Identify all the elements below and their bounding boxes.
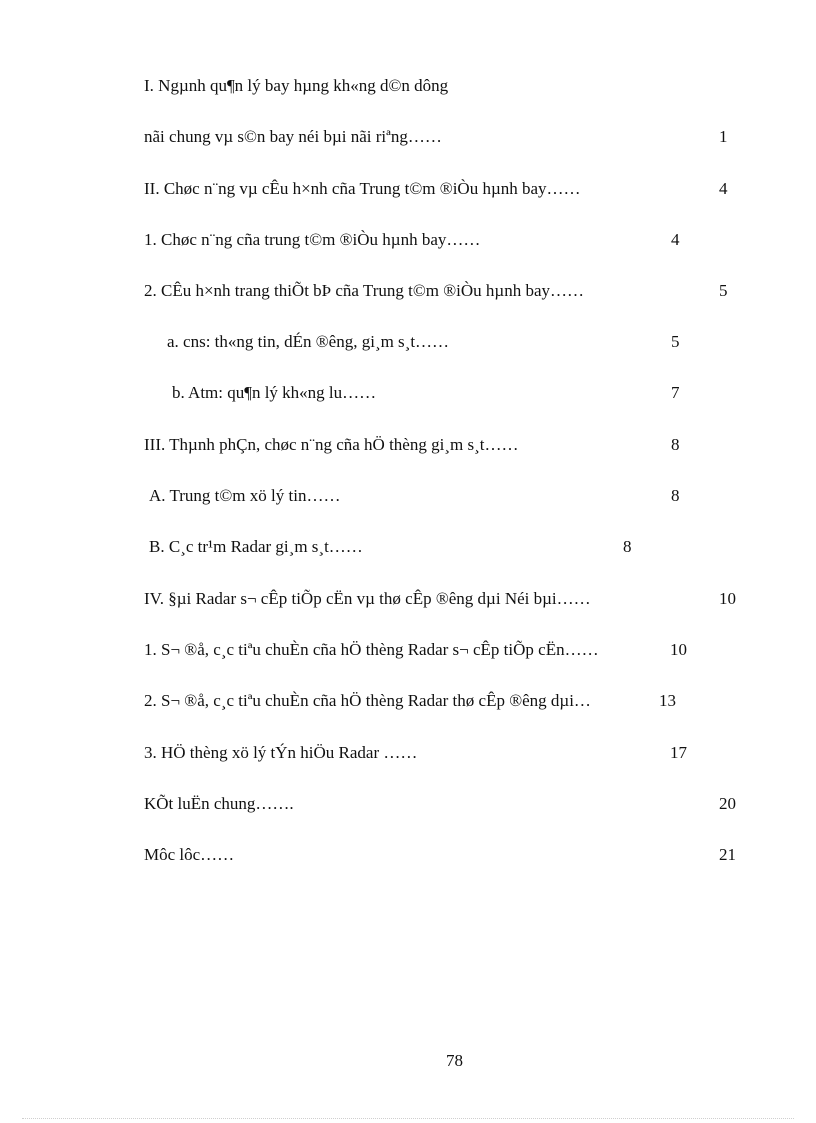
toc-entry-text: I. Ngµnh qu¶n lý bay hµng kh«ng d©n dông: [144, 76, 449, 95]
toc-page-number: 7: [671, 383, 680, 402]
toc-entry-text: B. C¸c tr¹m Radar gi¸m s¸t……: [149, 537, 363, 556]
toc-entry-text: KÕt luËn chung…….: [144, 794, 294, 813]
toc-entry-text: 2. S¬ ®å, c¸c tiªu chuÈn cña hÖ thèng Radar thø cÊp ®êng dµi…: [144, 691, 591, 710]
toc-entry-text: III. Thµnh phÇn, chøc n¨ng cña hÖ thèng gi¸m s¸t……: [144, 435, 519, 454]
toc-entry-text: A. Trung t©m xö lý tin……: [149, 486, 341, 505]
toc-page-number: 4: [671, 230, 680, 249]
toc-entry-text: II. Chøc n¨ng vµ cÊu h×nh cña Trung t©m ®iÒu hµnh bay……: [144, 179, 581, 198]
toc-page-number: 1: [719, 127, 728, 146]
page-bottom-divider: [22, 1118, 794, 1119]
toc-page-number: 8: [671, 435, 680, 454]
toc-entry-text: 1. Chøc n¨ng cña trung t©m ®iÒu hµnh bay……: [144, 230, 481, 249]
toc-page-number: 5: [719, 281, 728, 300]
toc-page-number: 5: [671, 332, 680, 351]
toc-page-number: 21: [719, 845, 736, 864]
toc-page-number: 17: [670, 743, 687, 762]
footer-page-number: 78: [446, 1051, 463, 1070]
toc-page-number: 10: [670, 640, 687, 659]
toc-entry-text: b. Atm: qu¶n lý kh«ng lu……: [172, 383, 377, 402]
toc-page-number: 10: [719, 589, 736, 608]
toc-page-number: 4: [719, 179, 728, 198]
toc-page-number: 8: [671, 486, 680, 505]
toc-entry-text: 2. CÊu h×nh trang thiÕt bÞ cña Trung t©m ®iÒu hµnh bay……: [144, 281, 584, 300]
toc-page-number: 8: [623, 537, 632, 556]
toc-entry-1: [144, 76, 448, 96]
toc-page-number: 13: [659, 691, 676, 710]
toc-entry-text: 3. HÖ thèng xö lý tÝn hiÖu Radar ……: [144, 743, 418, 762]
toc-entry-text: IV. §µi Radar s¬ cÊp tiÕp cËn vµ thø cÊp ®êng dµi Néi bµi……: [144, 589, 591, 608]
toc-page-number: 20: [719, 794, 736, 813]
toc-entry-text: a. cns: th«ng tin, dÉn ®êng, gi¸m s¸t……: [167, 332, 450, 351]
toc-entry-text: Môc lôc……: [144, 845, 235, 864]
toc-entry-text: nãi chung vµ s©n bay néi bµi nãi riªng……: [144, 127, 442, 146]
toc-entry-text: 1. S¬ ®å, c¸c tiªu chuÈn cña hÖ thèng Radar s¬ cÊp tiÕp cËn……: [144, 640, 599, 659]
